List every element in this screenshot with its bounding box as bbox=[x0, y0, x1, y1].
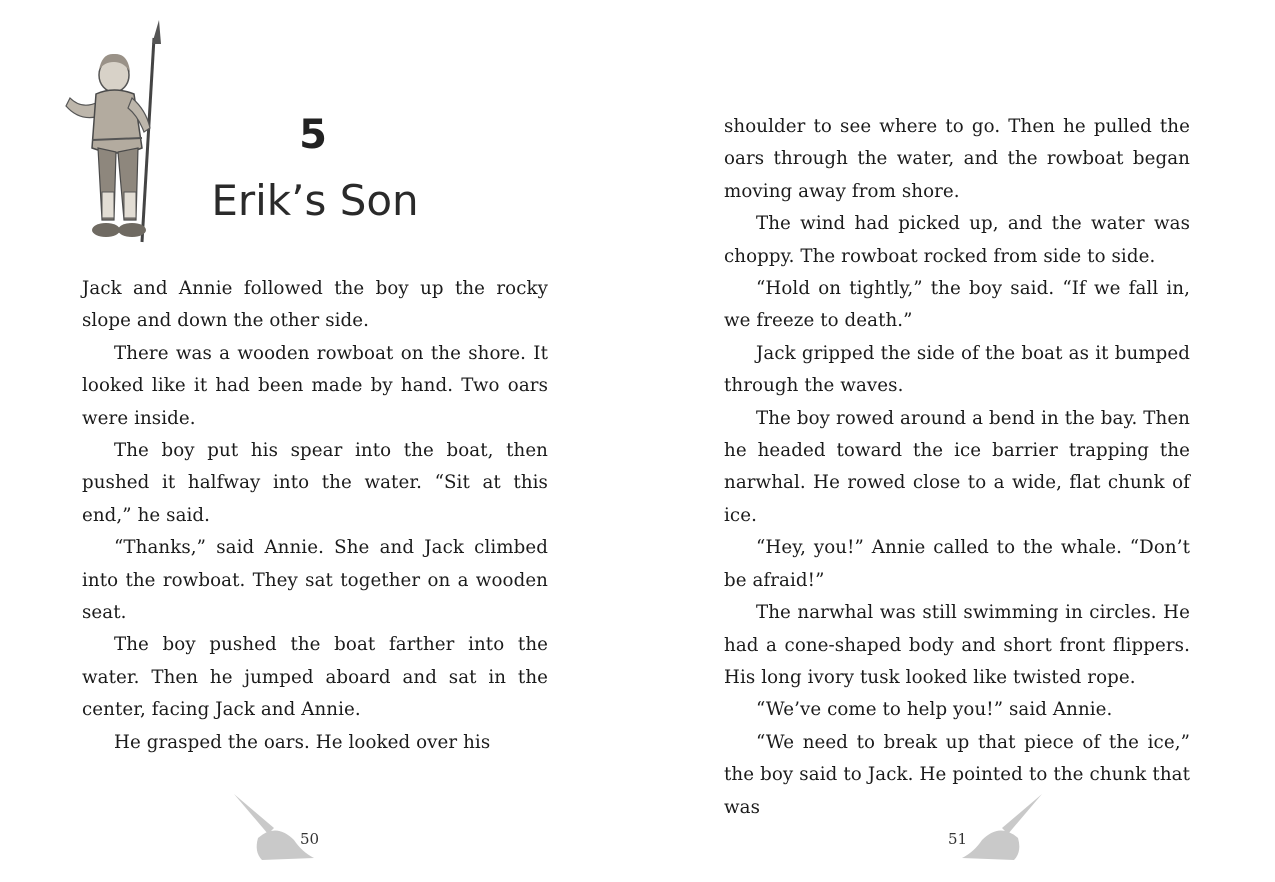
narwhal-tusk-icon bbox=[948, 788, 1068, 868]
paragraph: “Thanks,” said Annie. She and Jack climbed into the rowboat. They sat together on a wooden seat. bbox=[82, 537, 548, 624]
paragraph: The wind had picked up, and the water was choppy. The rowboat rocked from side to side. bbox=[724, 213, 1190, 267]
left-page bbox=[0, 0, 637, 882]
paragraph: The boy put his spear into the boat, then pushed it halfway into the water. “Sit at this end,” he said. bbox=[82, 440, 548, 526]
paragraph: He grasped the oars. He looked over his bbox=[114, 731, 491, 753]
paragraph: shoulder to see where to go. Then he pulled the oars through the water, and the rowboat began moving away from shore. bbox=[724, 116, 1190, 202]
paragraph: “We’ve come to help you!” said Annie. bbox=[756, 699, 1113, 721]
paragraph: The boy pushed the boat farther into the water. Then he jumped aboard and sat in the center, facing Jack and Annie. bbox=[82, 634, 548, 721]
chapter-number: 5 bbox=[299, 112, 327, 158]
page-number: 50 bbox=[300, 830, 320, 848]
page-number: 51 bbox=[948, 830, 968, 848]
chapter-title: Erik’s Son bbox=[211, 176, 419, 225]
paragraph: “Hold on tightly,” the boy said. “If we fall in, we freeze to death.” bbox=[724, 278, 1190, 332]
right-page bbox=[638, 0, 1275, 882]
narwhal-tusk-icon bbox=[228, 788, 348, 868]
paragraph: “Hey, you!” Annie called to the whale. “Don’t be afraid!” bbox=[724, 537, 1190, 591]
paragraph: There was a wooden rowboat on the shore. It looked like it had been made by hand. Two oars were inside. bbox=[82, 342, 548, 429]
viking-boy-illustration-icon bbox=[62, 20, 172, 246]
left-page-body-text bbox=[82, 273, 548, 759]
paragraph: Jack gripped the side of the boat as it bumped through the waves. bbox=[724, 342, 1190, 397]
paragraph: Jack and Annie followed the boy up the rocky slope and down the other side. bbox=[82, 278, 548, 332]
paragraph: “We need to break up that piece of the ice,” the boy said to Jack. He pointed to the chunk that was bbox=[724, 731, 1190, 818]
paragraph: The narwhal was still swimming in circles. He had a cone-shaped body and short front flippers. His long ivory tusk looked like twisted rope. bbox=[724, 602, 1190, 688]
paragraph: The boy rowed around a bend in the bay. Then he headed toward the ice barrier trapping the narwhal. He rowed close to a wide, flat chunk of ice. bbox=[724, 407, 1190, 526]
right-page-body-text bbox=[724, 111, 1190, 824]
